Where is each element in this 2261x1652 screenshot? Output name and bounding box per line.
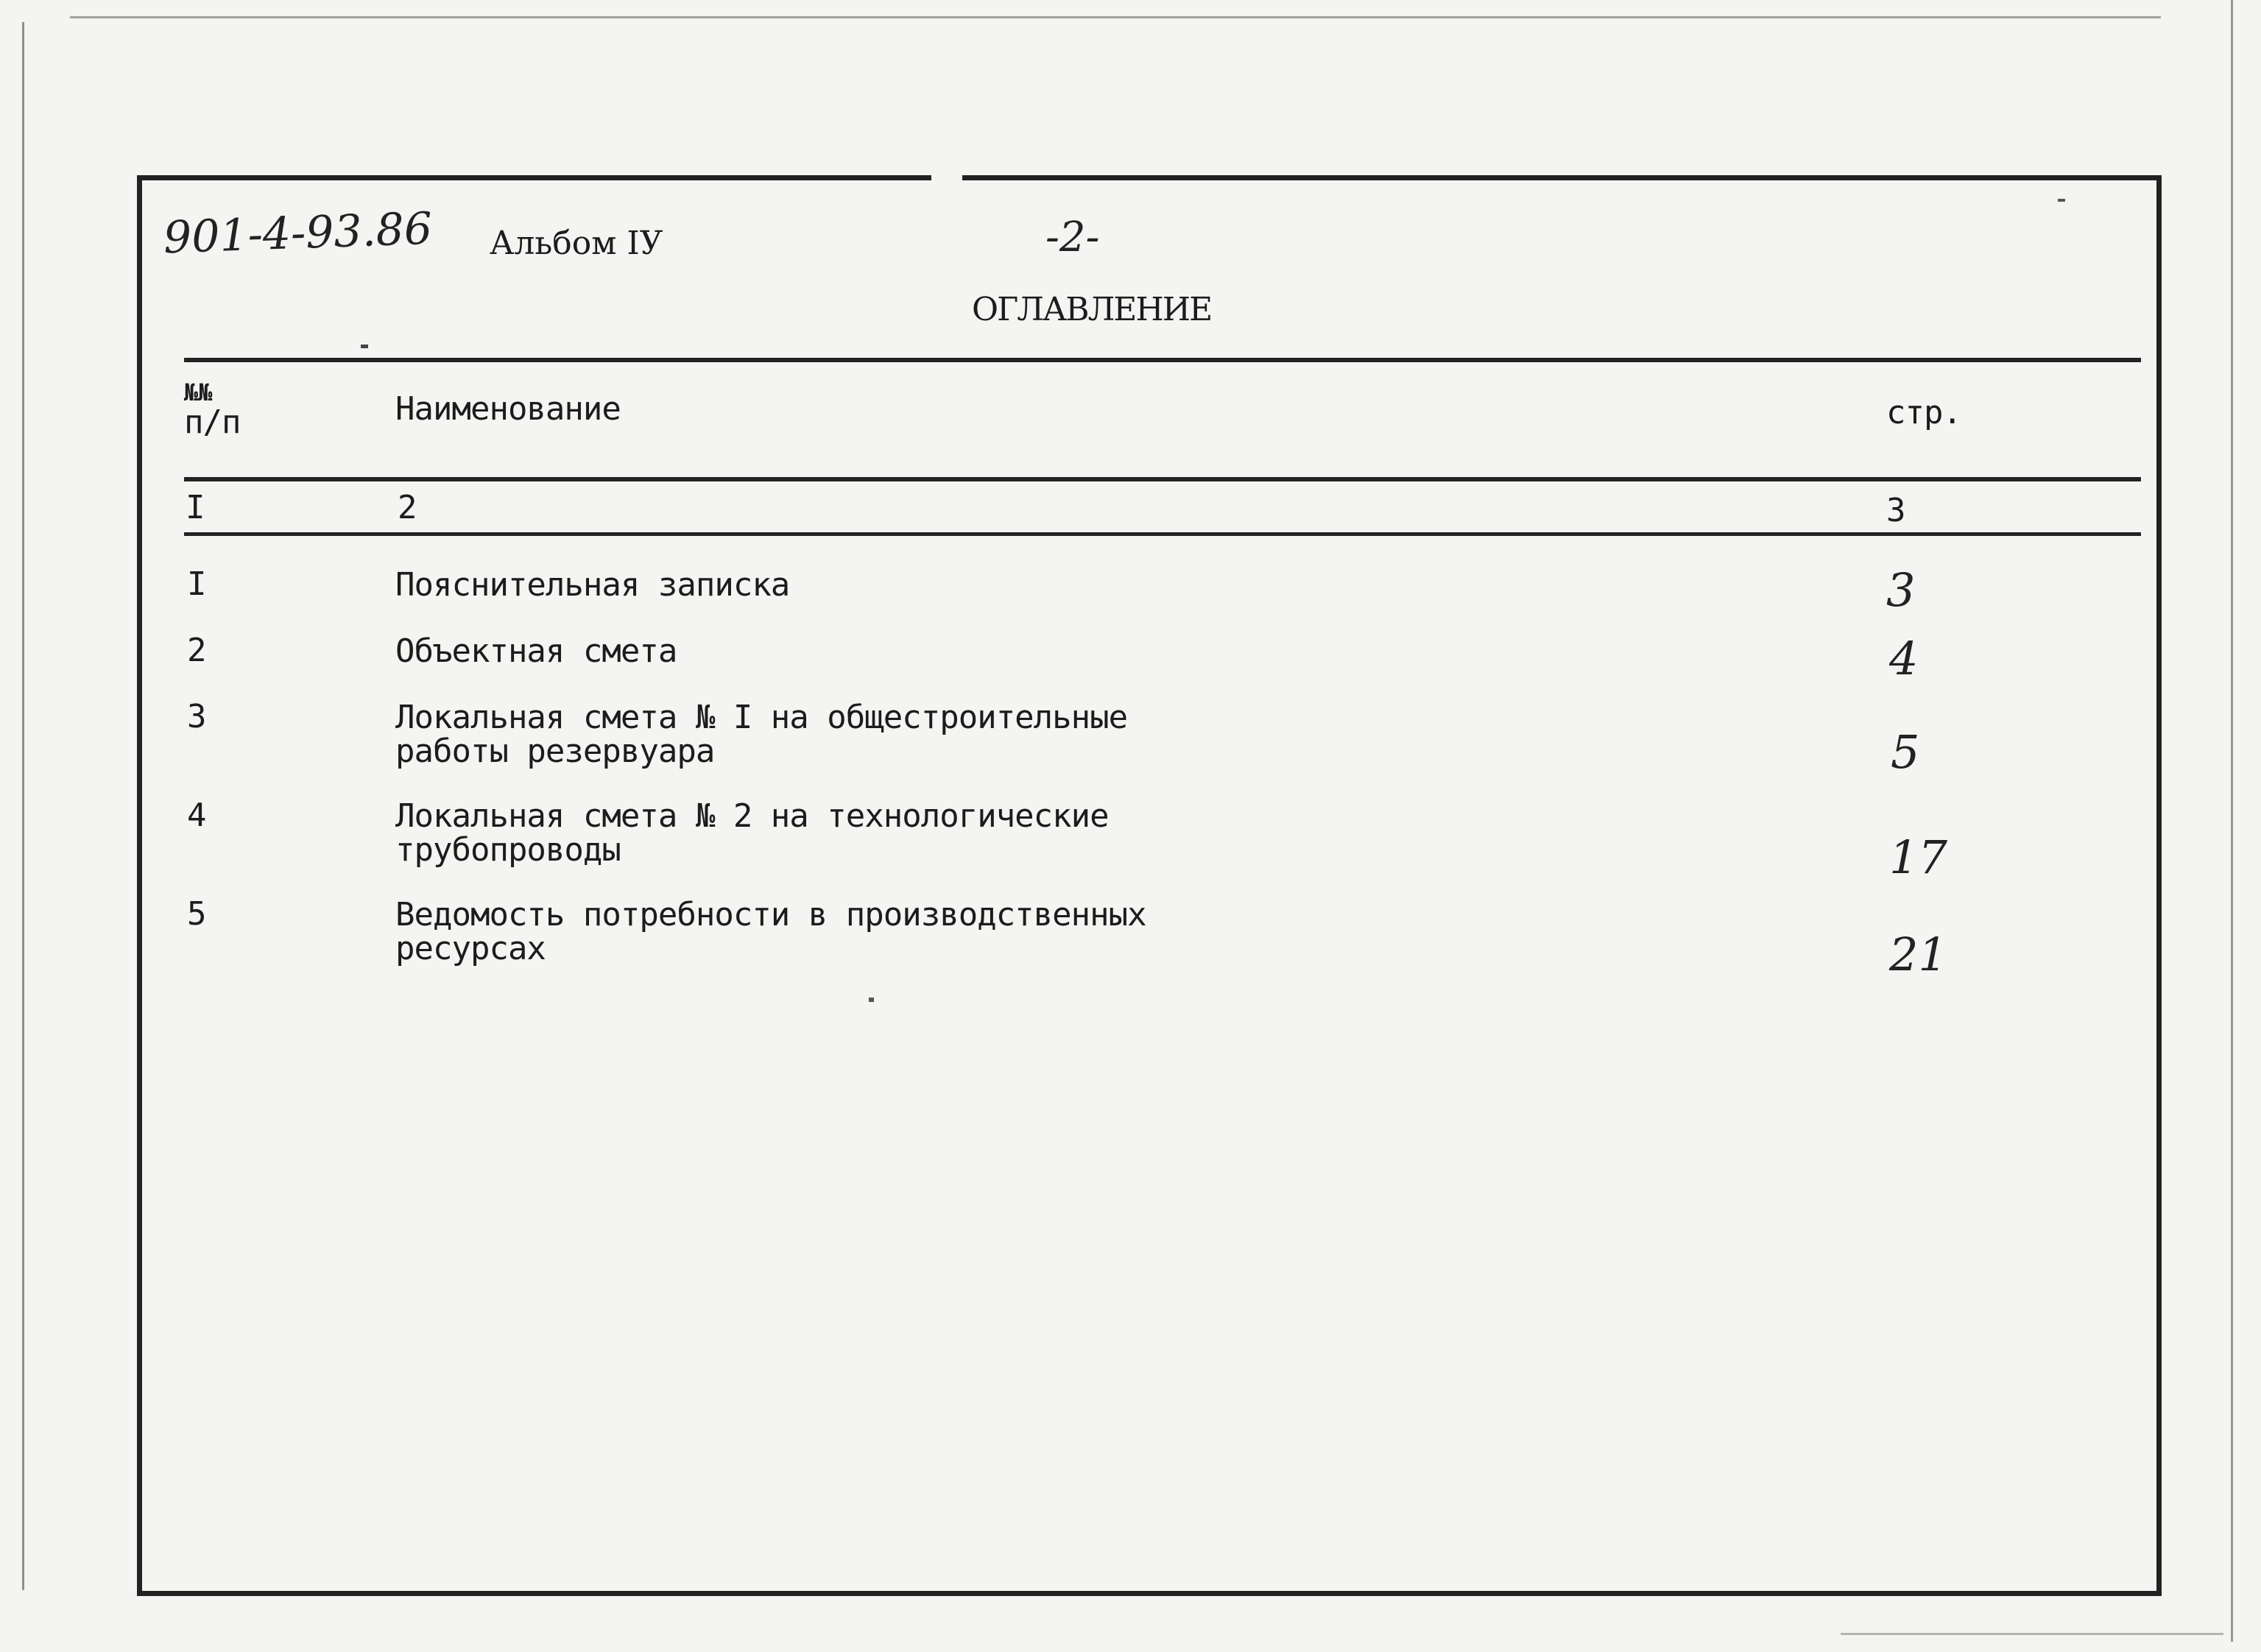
frame-top-gap bbox=[931, 172, 962, 184]
page-number: -2- bbox=[1045, 213, 1100, 261]
scan-speck bbox=[2058, 199, 2065, 202]
row-name bbox=[395, 898, 1146, 966]
row-name-line: Ведомость потребности в производственных bbox=[395, 896, 1146, 933]
row-name-line: Пояснительная записка bbox=[395, 566, 790, 604]
row-name-line: трубопроводы bbox=[395, 831, 621, 869]
row-name-line: Локальная смета № 2 на технологические bbox=[395, 797, 1109, 835]
document-frame bbox=[137, 175, 2162, 1596]
header-bottom-rule bbox=[184, 477, 2141, 481]
column-number-1: I bbox=[186, 489, 205, 526]
scan-edge-right bbox=[2231, 0, 2233, 1642]
row-page: 5 bbox=[1891, 725, 1920, 779]
table-header-num-top: №№ bbox=[184, 378, 213, 406]
row-name-line: Локальная смета № I на общестроительные bbox=[395, 699, 1128, 736]
table-top-rule bbox=[184, 358, 2141, 362]
row-name bbox=[395, 568, 789, 602]
row-name-line: работы резервуара bbox=[395, 733, 715, 770]
row-number: 3 bbox=[187, 698, 207, 735]
column-numbers-rule bbox=[184, 532, 2141, 536]
doc-code: 901-4-93.86 bbox=[162, 202, 434, 264]
row-name bbox=[395, 632, 677, 670]
row-page: 21 bbox=[1889, 928, 1947, 981]
scan-edge-bottom bbox=[1841, 1633, 2223, 1635]
page-title: ОГЛАВЛЕНИЕ bbox=[972, 291, 1212, 328]
scan-speck bbox=[869, 998, 874, 1002]
table-header-num bbox=[184, 379, 240, 440]
table-header-name: Наименование bbox=[395, 390, 621, 428]
table-header-num-bottom: п/п bbox=[184, 403, 241, 441]
row-page: 17 bbox=[1889, 830, 1947, 884]
column-number-3: 3 bbox=[1886, 492, 1906, 529]
album-label: Альбом IУ bbox=[490, 225, 663, 262]
row-page: 4 bbox=[1889, 632, 1919, 685]
scan-speck bbox=[361, 345, 368, 348]
column-number-2: 2 bbox=[398, 489, 417, 526]
row-name-line: Объектная смета bbox=[395, 632, 677, 670]
row-name bbox=[395, 701, 1127, 769]
row-number: I bbox=[187, 565, 207, 603]
table-header-page: стр. bbox=[1886, 394, 1961, 431]
scan-edge-left bbox=[22, 22, 24, 1590]
row-name bbox=[395, 799, 1109, 867]
row-number: 2 bbox=[187, 632, 207, 669]
row-number: 4 bbox=[187, 797, 207, 834]
row-number: 5 bbox=[187, 895, 207, 933]
row-name-line: ресурсах bbox=[395, 930, 546, 967]
row-page: 3 bbox=[1886, 563, 1916, 617]
scan-edge-top bbox=[70, 16, 2161, 18]
